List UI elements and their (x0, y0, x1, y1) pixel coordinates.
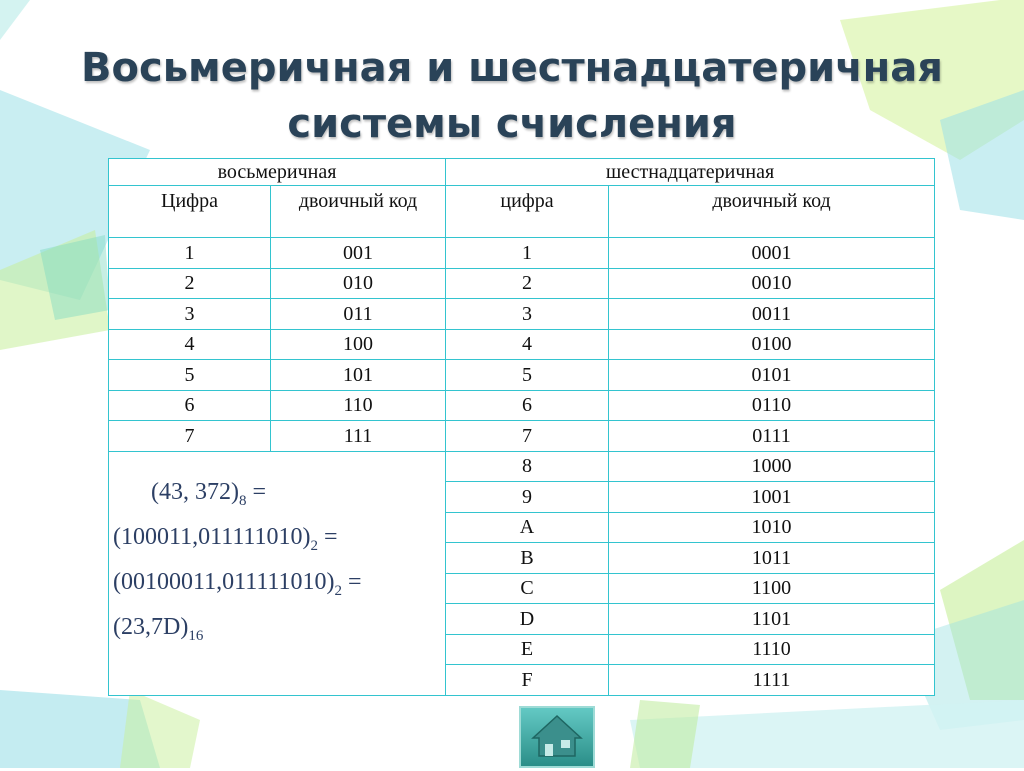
table-row (109, 268, 935, 299)
hex-binary-cell: 1101 (609, 604, 935, 635)
title-line-1: Восьмеричная и шестнадцатеричная (81, 45, 943, 91)
hex-digit-cell: 1 (446, 238, 609, 269)
octal-binary-cell: 001 (271, 238, 446, 269)
example-value: (100011,011111010) (113, 523, 311, 550)
hex-binary-cell: 0110 (609, 390, 935, 421)
table-subheader-row (109, 186, 935, 238)
example-line-3 (113, 564, 443, 609)
conversion-example (109, 451, 446, 695)
example-base: 8 (238, 492, 247, 509)
table-row (109, 451, 935, 482)
octal-digit-cell: 3 (109, 299, 271, 330)
octal-digit-cell: 6 (109, 390, 271, 421)
table-header-row (109, 159, 935, 186)
octal-digit-cell: 2 (109, 268, 271, 299)
example-line-2 (113, 519, 443, 564)
table-row (109, 421, 935, 452)
hex-binary-cell: 0100 (609, 329, 935, 360)
hex-digit-cell: B (446, 543, 609, 574)
title-line-2: системы счисления (287, 101, 737, 147)
table-row (109, 360, 935, 391)
example-value: (23,7D) (113, 613, 189, 640)
hex-binary-cell: 0011 (609, 299, 935, 330)
hex-digit-cell: 7 (446, 421, 609, 452)
octal-digit-cell: 5 (109, 360, 271, 391)
hex-digit-cell: 4 (446, 329, 609, 360)
octal-digit-cell: 4 (109, 329, 271, 360)
example-base: 16 (188, 627, 204, 644)
example-line-4 (113, 609, 443, 654)
hex-digit-cell: C (446, 573, 609, 604)
octal-digit-header: Цифра (109, 186, 271, 238)
hex-binary-cell: 1001 (609, 482, 935, 513)
hex-binary-cell: 1010 (609, 512, 935, 543)
hex-binary-cell: 0010 (609, 268, 935, 299)
page-title (0, 40, 1024, 152)
hex-digit-cell: E (446, 634, 609, 665)
table-row (109, 299, 935, 330)
hex-binary-cell: 0101 (609, 360, 935, 391)
hex-binary-header: двоичный код (609, 186, 935, 238)
table-row (109, 390, 935, 421)
hex-digit-cell: 5 (446, 360, 609, 391)
octal-binary-cell: 110 (271, 390, 446, 421)
example-line-1 (113, 474, 443, 519)
hex-digit-cell: 6 (446, 390, 609, 421)
example-equals: = (246, 478, 267, 505)
example-value: (00100011,011111010) (113, 568, 335, 595)
octal-binary-cell: 011 (271, 299, 446, 330)
hex-digit-cell: 9 (446, 482, 609, 513)
home-button[interactable] (519, 706, 595, 768)
example-equals: = (342, 568, 362, 595)
hex-binary-cell: 1110 (609, 634, 935, 665)
octal-digit-cell: 7 (109, 421, 271, 452)
example-base: 2 (334, 582, 343, 599)
hex-digit-cell: D (446, 604, 609, 635)
example-value: (43, 372) (151, 478, 239, 505)
octal-binary-cell: 010 (271, 268, 446, 299)
hex-header: шестнадцатеричная (446, 159, 935, 186)
hex-digit-cell: 2 (446, 268, 609, 299)
octal-binary-header: двоичный код (271, 186, 446, 238)
hex-digit-cell: A (446, 512, 609, 543)
hex-digit-cell: 3 (446, 299, 609, 330)
hex-binary-cell: 1000 (609, 451, 935, 482)
home-icon (521, 708, 593, 766)
hex-binary-cell: 1011 (609, 543, 935, 574)
hex-digit-header: цифра (446, 186, 609, 238)
example-equals: = (318, 523, 338, 550)
example-base: 2 (310, 537, 319, 554)
octal-header: восьмеричная (109, 159, 446, 186)
hex-digit-cell: 8 (446, 451, 609, 482)
table-row (109, 238, 935, 269)
octal-binary-cell: 101 (271, 360, 446, 391)
hex-binary-cell: 0001 (609, 238, 935, 269)
hex-digit-cell: F (446, 665, 609, 696)
octal-binary-cell: 100 (271, 329, 446, 360)
hex-binary-cell: 1111 (609, 665, 935, 696)
hex-binary-cell: 0111 (609, 421, 935, 452)
octal-binary-cell: 111 (271, 421, 446, 452)
table-row (109, 329, 935, 360)
conversion-table (108, 158, 935, 696)
hex-binary-cell: 1100 (609, 573, 935, 604)
octal-digit-cell: 1 (109, 238, 271, 269)
